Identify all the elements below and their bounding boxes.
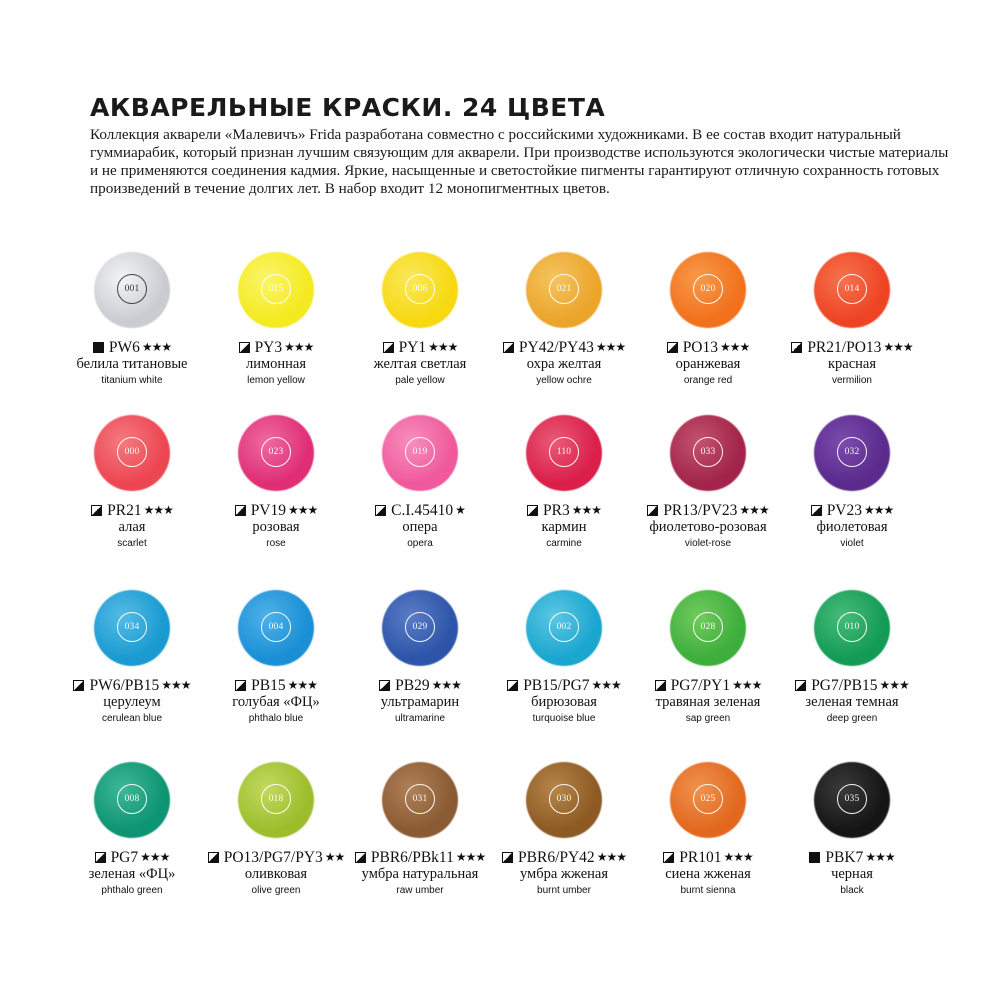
lightfastness-square-icon: [235, 505, 246, 516]
pigment-code: PY3: [254, 339, 283, 356]
color-swatch-card: [345, 252, 495, 412]
color-name-ru: голубая «ФЦ»: [232, 694, 320, 710]
lightfastness-stars: ★★★: [720, 340, 750, 354]
color-name-ru: ультрамарин: [380, 694, 460, 710]
lightfastness-stars: ★★★: [284, 340, 314, 354]
color-number: 033: [693, 437, 723, 467]
pigment-code: PG7/PB15: [811, 677, 878, 694]
pigment-code-line: [345, 676, 495, 695]
color-name-en: lemon yellow: [247, 375, 305, 386]
pigment-code: PY1: [398, 339, 427, 356]
lightfastness-stars: ★★★: [140, 850, 170, 864]
color-name-ru: зеленая темная: [805, 694, 899, 710]
color-name-en: scarlet: [117, 538, 147, 549]
color-name-ru: зеленая «ФЦ»: [88, 866, 176, 882]
lightfastness-square-icon: [811, 505, 822, 516]
color-name-ru: опера: [402, 519, 438, 535]
color-number: 002: [549, 612, 579, 642]
pigment-code: C.I.45410: [391, 502, 454, 519]
color-number: 032: [837, 437, 867, 467]
pigment-code: PV19: [250, 502, 287, 519]
pigment-code: PB29: [395, 677, 430, 694]
pigment-code-line: [777, 501, 927, 520]
color-number: 008: [117, 784, 147, 814]
color-name-en: cerulean blue: [101, 713, 163, 724]
lightfastness-square-icon: [235, 680, 246, 691]
pigment-code: PR13/PV23: [663, 502, 738, 519]
lightfastness-stars: ★★★: [143, 503, 173, 517]
color-swatch-card: [489, 415, 639, 575]
color-name-ru: оранжевая: [675, 356, 741, 372]
color-name-ru: алая: [118, 519, 146, 535]
pigment-code-line: [57, 338, 207, 357]
lightfastness-square-icon: [91, 505, 102, 516]
color-name-ru: фиолетовая: [816, 519, 888, 535]
color-swatch-card: [633, 252, 783, 412]
pigment-code-line: [489, 848, 639, 867]
lightfastness-stars: ★★★: [739, 503, 769, 517]
lightfastness-stars: ★★★: [864, 503, 894, 517]
color-number: 025: [693, 784, 723, 814]
lightfastness-stars: ★★★: [288, 503, 318, 517]
color-swatch-card: [489, 762, 639, 922]
pigment-code: PW6: [108, 339, 140, 356]
color-swatch-card: [633, 590, 783, 750]
pigment-code-line: [777, 676, 927, 695]
lightfastness-stars: ★★: [324, 850, 345, 864]
color-name-ru: белила титановые: [76, 356, 188, 372]
color-name-ru: церулеум: [103, 694, 161, 710]
color-name-en: carmine: [546, 538, 582, 549]
color-swatch-card: [777, 762, 927, 922]
color-swatch-card: [633, 415, 783, 575]
pigment-code-line: [201, 676, 351, 695]
pigment-code: PG7/PY1: [670, 677, 731, 694]
color-name-ru: травяная зеленая: [655, 694, 761, 710]
lightfastness-stars: ★★★: [571, 503, 601, 517]
lightfastness-stars: ★★★: [591, 678, 621, 692]
color-name-en: vermilion: [831, 375, 872, 386]
lightfastness-stars: ★★★: [287, 678, 317, 692]
pigment-code-line: [345, 501, 495, 520]
color-name-en: burnt sienna: [680, 885, 736, 896]
pigment-code-line: [201, 338, 351, 357]
lightfastness-stars: ★: [455, 503, 465, 517]
pigment-code-line: [57, 848, 207, 867]
pigment-code: PR21: [107, 502, 142, 519]
color-number: 010: [837, 612, 867, 642]
color-name-en: raw umber: [396, 885, 444, 896]
lightfastness-square-icon: [647, 505, 658, 516]
pigment-code-line: [633, 338, 783, 357]
color-name-ru: охра желтая: [526, 356, 602, 372]
pigment-code: PB15/PG7: [523, 677, 590, 694]
color-number: 034: [117, 612, 147, 642]
lightfastness-stars: ★★★: [161, 678, 191, 692]
lightfastness-square-icon: [379, 680, 390, 691]
page-title: АКВАРЕЛЬНЫЕ КРАСКИ. 24 ЦВЕТА: [90, 93, 606, 122]
lightfastness-stars: ★★★: [879, 678, 909, 692]
color-name-en: violet-rose: [684, 538, 732, 549]
lightfastness-square-icon: [208, 852, 219, 863]
pigment-code: PG7: [110, 849, 139, 866]
pigment-code-line: [345, 338, 495, 357]
color-name-ru: сиена жженая: [665, 866, 751, 882]
color-name-en: olive green: [251, 885, 301, 896]
lightfastness-stars: ★★★: [431, 678, 461, 692]
color-number: 028: [693, 612, 723, 642]
pigment-code-line: [345, 848, 495, 867]
pigment-code: PBR6/PY42: [518, 849, 595, 866]
color-swatch-card: [201, 252, 351, 412]
color-swatch-card: [57, 252, 207, 412]
pigment-code: PR101: [679, 849, 722, 866]
color-name-en: violet: [840, 538, 864, 549]
color-number: 019: [405, 437, 435, 467]
pigment-code: PV23: [826, 502, 863, 519]
color-swatch-card: [201, 762, 351, 922]
color-name-en: orange red: [683, 375, 733, 386]
color-name-ru: фиолетово-розовая: [649, 519, 767, 535]
pigment-code: PR3: [543, 502, 570, 519]
color-swatch-card: [57, 762, 207, 922]
lightfastness-stars: ★★★: [595, 340, 626, 354]
pigment-code: PBR6/PBk11: [370, 849, 454, 866]
lightfastness-square-icon: [383, 342, 394, 353]
color-name-en: yellow ochre: [536, 375, 592, 386]
color-name-en: opera: [407, 538, 433, 549]
color-swatch-card: [489, 590, 639, 750]
color-number: 018: [261, 784, 291, 814]
color-name-en: rose: [266, 538, 286, 549]
color-name-ru: кармин: [541, 519, 587, 535]
color-name-en: phthalo blue: [248, 713, 304, 724]
color-name-ru: розовая: [252, 519, 300, 535]
color-name-ru: лимонная: [245, 356, 307, 372]
color-swatch-card: [777, 415, 927, 575]
pigment-code-line: [489, 676, 639, 695]
color-name-ru: черная: [831, 866, 873, 882]
pigment-code: PO13: [682, 339, 719, 356]
pigment-code-line: [57, 676, 207, 695]
lightfastness-square-icon: [503, 342, 514, 353]
color-name-en: pale yellow: [395, 375, 445, 386]
description-line: Коллекция акварели «Малевичъ» Frida разработана совместно с российскими художниками. В ее состав входит натуральный: [90, 126, 901, 143]
color-swatch-card: [345, 415, 495, 575]
lightfastness-square-icon: [663, 852, 674, 863]
color-swatch-card: [201, 415, 351, 575]
color-name-ru: красная: [827, 356, 877, 372]
lightfastness-square-icon: [355, 852, 366, 863]
pigment-code-line: [633, 848, 783, 867]
lightfastness-stars: ★★★: [723, 850, 753, 864]
lightfastness-square-icon: [527, 505, 538, 516]
color-swatch-card: [345, 590, 495, 750]
pigment-code-line: [633, 501, 783, 520]
pigment-code-line: [489, 501, 639, 520]
lightfastness-stars: ★★★: [596, 850, 626, 864]
color-number: 023: [261, 437, 291, 467]
color-number: 004: [261, 612, 291, 642]
color-name-ru: умбра жженая: [519, 866, 609, 882]
pigment-code-line: [57, 501, 207, 520]
pigment-code-line: [489, 338, 639, 357]
lightfastness-square-icon: [809, 852, 820, 863]
color-swatch-card: [57, 415, 207, 575]
color-swatch-card: [201, 590, 351, 750]
color-name-en: black: [840, 885, 864, 896]
color-number: 021: [549, 274, 579, 304]
color-name-en: turquoise blue: [532, 713, 596, 724]
lightfastness-square-icon: [95, 852, 106, 863]
pigment-code-line: [201, 501, 351, 520]
pigment-code: PR21/PO13: [807, 339, 882, 356]
color-number: 031: [405, 784, 435, 814]
color-name-en: deep green: [826, 713, 878, 724]
color-name-en: burnt umber: [537, 885, 591, 896]
pigment-code-line: [201, 848, 351, 867]
lightfastness-stars: ★★★: [732, 678, 762, 692]
color-number: 030: [549, 784, 579, 814]
color-number: 001: [117, 274, 147, 304]
color-number: 029: [405, 612, 435, 642]
color-swatch-card: [489, 252, 639, 412]
lightfastness-stars: ★★★: [428, 340, 458, 354]
lightfastness-stars: ★★★: [865, 850, 895, 864]
lightfastness-square-icon: [239, 342, 250, 353]
color-name-en: phthalo green: [101, 885, 163, 896]
color-number: 014: [837, 274, 867, 304]
color-name-en: titanium white: [101, 375, 163, 386]
color-name-ru: желтая светлая: [373, 356, 467, 372]
pigment-code: PW6/PB15: [89, 677, 160, 694]
lightfastness-stars: ★★★: [883, 340, 913, 354]
lightfastness-square-icon: [795, 680, 806, 691]
color-name-ru: бирюзовая: [531, 694, 597, 710]
color-number: 000: [117, 437, 147, 467]
color-swatch-card: [57, 590, 207, 750]
description-line: произведений в течение долгих лет. В набор входит 12 монопигментных цветов.: [90, 180, 610, 197]
color-number: 015: [261, 274, 291, 304]
lightfastness-square-icon: [93, 342, 104, 353]
pigment-code-line: [633, 676, 783, 695]
pigment-code: PY42/PY43: [518, 339, 594, 356]
color-number: 006: [405, 274, 435, 304]
color-name-en: sap green: [685, 713, 731, 724]
color-name-ru: оливковая: [244, 866, 308, 882]
lightfastness-square-icon: [73, 680, 84, 691]
color-number: 110: [549, 437, 579, 467]
pigment-code: PBK7: [825, 849, 864, 866]
lightfastness-square-icon: [791, 342, 802, 353]
description-line: и не применяются соединения кадмия. Яркие, насыщенные и светостойкие пигменты гарантируют отличную сохранность готовых: [90, 162, 940, 179]
lightfastness-square-icon: [375, 505, 386, 516]
lightfastness-square-icon: [667, 342, 678, 353]
color-swatch-card: [345, 762, 495, 922]
color-swatch-card: [777, 252, 927, 412]
color-swatch-card: [777, 590, 927, 750]
lightfastness-stars: ★★★: [141, 340, 172, 354]
lightfastness-square-icon: [655, 680, 666, 691]
color-number: 035: [837, 784, 867, 814]
pigment-code-line: [777, 848, 927, 867]
pigment-code-line: [777, 338, 927, 357]
pigment-code: PO13/PG7/PY3: [223, 849, 323, 866]
color-swatch-card: [633, 762, 783, 922]
pigment-code: PB15: [251, 677, 286, 694]
description-line: гуммиарабик, который признан лучшим связующим для акварели. При производстве используются экологически чистые материалы: [90, 144, 949, 161]
color-name-en: ultramarine: [394, 713, 446, 724]
lightfastness-square-icon: [507, 680, 518, 691]
lightfastness-stars: ★★★: [455, 850, 486, 864]
color-number: 020: [693, 274, 723, 304]
lightfastness-square-icon: [502, 852, 513, 863]
color-name-ru: умбра натуральная: [361, 866, 479, 882]
